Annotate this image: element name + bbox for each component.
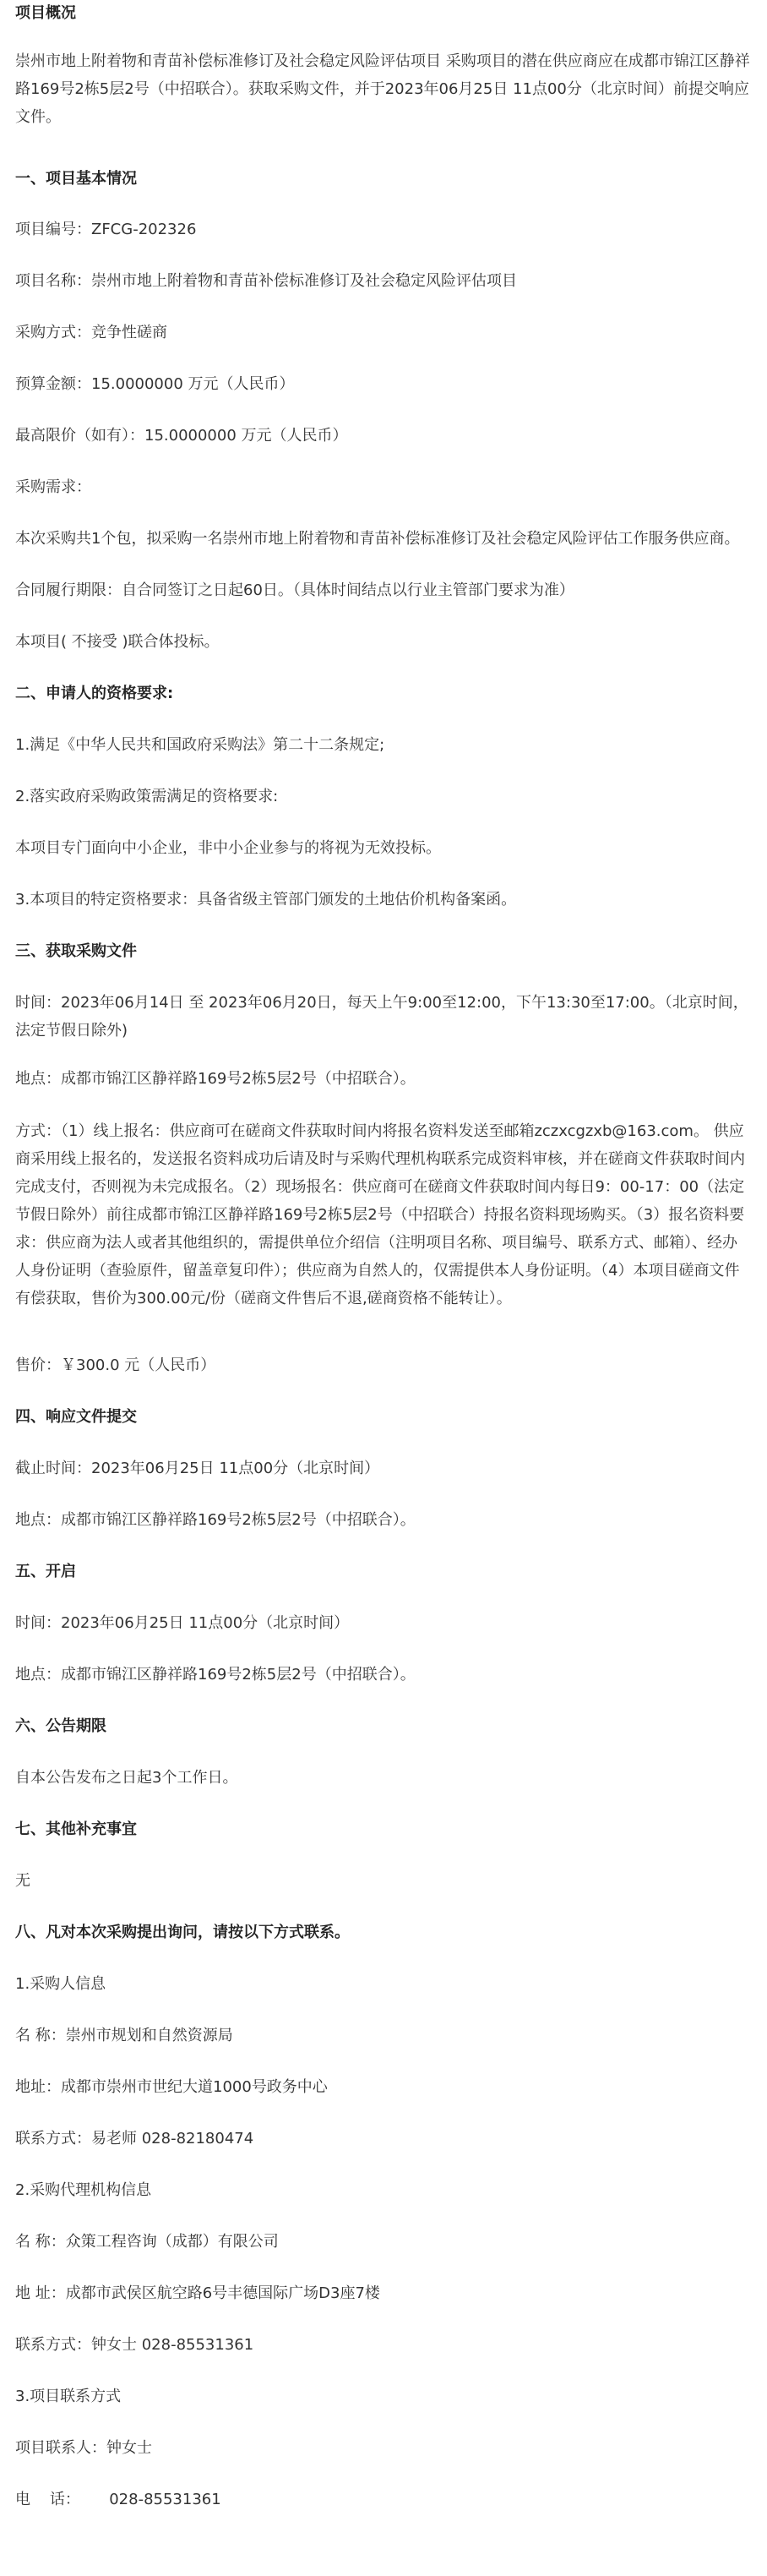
opening-time: 时间：2023年06月25日 11点00分（北京时间）: [15, 1614, 350, 1632]
opening-place: 地点：成都市锦江区静祥路169号2栋5层2号（中招联合）。: [15, 1666, 416, 1684]
procurement-method: 采购方式：竞争性磋商: [15, 324, 167, 341]
section-3-heading: 三、获取采购文件: [15, 942, 137, 960]
max-price: 最高限价（如有）：15.0000000 万元（人民币）: [15, 427, 348, 445]
acquisition-method: 方式：（1）线上报名：供应商可在磋商文件获取时间内将报名资料发送至邮箱zczxcgzxb@163.com。 供应商采用线上报名的，发送报名资料成功后请及时与采购代理机构联系完成资料审核，并在磋商文件获取时间内完成支付，否则视为未完成报名。（2）现场报名：供应商可在磋商文件获取时间内每日9：00-17：00（法定节假日除外）前往成都市锦江区静祥路169号2栋5层2号（中招联合）持报名资料现场购买。（3）报名资料要求：供应商为法人或者其他组织的，需提供单位介绍信（注明项目名称、项目编号、联系方式、邮箱）、经办人身份证明（查验原件，留盖章复印件）；供应商为自然人的，仅需提供本人身份证明。（4）本项目磋商文件有偿获取，售价为300.00元/份（磋商文件售后不退,磋商资格不能转让）。: [15, 1122, 745, 1307]
section-2-heading: 二、申请人的资格要求:: [15, 685, 174, 702]
acquisition-place: 地点：成都市锦江区静祥路169号2栋5层2号（中招联合）。: [15, 1070, 416, 1088]
section-6-heading: 六、公告期限: [15, 1717, 106, 1735]
budget-amount: 预算金额：15.0000000 万元（人民币）: [15, 375, 295, 393]
requirement-2-detail: 本项目专门面向中小企业，非中小企业参与的将视为无效投标。: [15, 839, 441, 857]
purchaser-name: 名 称：崇州市规划和自然资源局: [15, 2027, 233, 2044]
purchaser-address: 地址：成都市崇州市世纪大道1000号政务中心: [15, 2078, 328, 2096]
contract-period: 合同履行期限：自合同签订之日起60日。（具体时间结点以行业主管部门要求为准）: [15, 581, 574, 599]
section-4-heading: 四、响应文件提交: [15, 1408, 137, 1426]
document-price: 售价：￥300.0 元（人民币）: [15, 1356, 216, 1374]
project-number: 项目编号：ZFCG-202326: [15, 221, 197, 238]
section-7-heading: 七、其他补充事宜: [15, 1820, 137, 1838]
demand-label: 采购需求：: [15, 478, 91, 496]
supplementary-matters: 无: [15, 1872, 30, 1890]
project-contact-person: 项目联系人：钟女士: [15, 2439, 152, 2457]
requirement-2: 2.落实政府采购政策需满足的资格要求:: [15, 788, 279, 805]
submission-place: 地点：成都市锦江区静祥路169号2栋5层2号（中招联合）。: [15, 1511, 416, 1529]
consortium-note: 本项目( 不接受 )联合体投标。: [15, 633, 220, 651]
overview-paragraph: 崇州市地上附着物和青苗补偿标准修订及社会稳定风险评估项目 采购项目的潜在供应商应在成都市锦江区静祥路169号2栋5层2号（中招联合）。获取采购文件，并于2023年06月25日 11点00分（北京时间）前提交响应文件。: [15, 52, 750, 126]
agency-contact: 联系方式：钟女士 028-85531361: [15, 2336, 254, 2354]
notice-period: 自本公告发布之日起3个工作日。: [15, 1769, 238, 1787]
requirement-3: 3.本项目的特定资格要求：具备省级主管部门颁发的土地估价机构备案函。: [15, 891, 517, 909]
page-title: 项目概况: [15, 4, 76, 22]
section-1-heading: 一、项目基本情况: [15, 170, 137, 188]
agency-address: 地 址：成都市武侯区航空路6号丰德国际广场D3座7楼: [15, 2284, 380, 2302]
project-contact-phone: 电 话： 028-85531361: [15, 2491, 221, 2508]
requirement-1: 1.满足《中华人民共和国政府采购法》第二十二条规定;: [15, 736, 385, 754]
project-contact-title: 3.项目联系方式: [15, 2388, 122, 2405]
purchaser-info-title: 1.采购人信息: [15, 1975, 106, 1993]
section-5-heading: 五、开启: [15, 1563, 76, 1580]
submission-deadline: 截止时间：2023年06月25日 11点00分（北京时间）: [15, 1460, 380, 1477]
agency-info-title: 2.采购代理机构信息: [15, 2181, 152, 2199]
agency-name: 名 称：众策工程咨询（成都）有限公司: [15, 2233, 279, 2251]
section-8-heading: 八、凡对本次采购提出询问，请按以下方式联系。: [15, 1924, 350, 1941]
demand-text: 本次采购共1个包，拟采购一名崇州市地上附着物和青苗补偿标准修订及社会稳定风险评估工作服务供应商。: [15, 530, 740, 548]
purchaser-contact: 联系方式：易老师 028-82180474: [15, 2130, 254, 2148]
acquisition-time: 时间：2023年06月14日 至 2023年06月20日，每天上午9:00至12:00，下午13:30至17:00。（北京时间，法定节假日除外): [15, 994, 748, 1040]
project-name: 项目名称：崇州市地上附着物和青苗补偿标准修订及社会稳定风险评估项目: [15, 272, 517, 290]
